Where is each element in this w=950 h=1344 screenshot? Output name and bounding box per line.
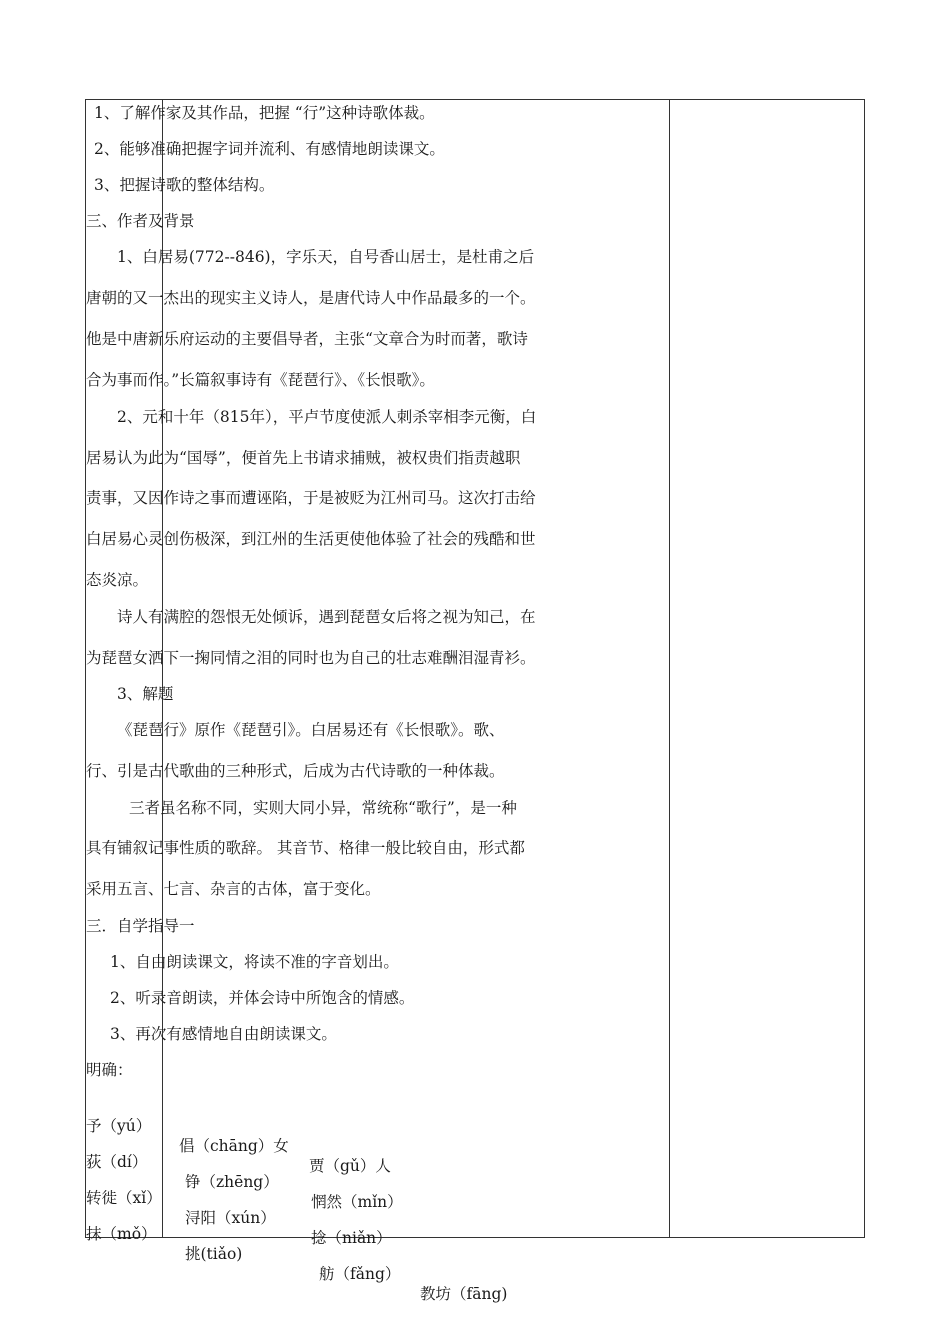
paragraph-line: 居易认为此为“国辱”，便首先上书请求捕贼，被权贵们指责越职 — [86, 449, 521, 467]
pinyin-item: 倡（chāng）女 — [179, 1137, 289, 1155]
column-divider-right — [669, 100, 670, 1237]
clarify-label: 明确： — [86, 1061, 133, 1079]
pinyin-item: 转徙（xǐ） — [86, 1189, 162, 1207]
paragraph-line: 唐朝的又一杰出的现实主义诗人，是唐代诗人中作品最多的一个。 — [86, 289, 536, 307]
paragraph-line: 《琵琶行》原作《琵琶引》。白居易还有《长恨歌》。歌、 — [117, 721, 505, 739]
pinyin-item: 抹（mǒ） — [86, 1225, 157, 1243]
paragraph-line: 行、引是古代歌曲的三种形式，后成为古代诗歌的一种体裁。 — [86, 762, 505, 780]
pinyin-item: 铮（zhēng） — [185, 1173, 279, 1191]
paragraph-line: 采用五言、七言、杂言的古体，富于变化。 — [86, 880, 381, 898]
objective-3: 3、把握诗歌的整体结构。 — [94, 176, 275, 194]
subheading-title: 3、解题 — [117, 685, 174, 703]
pinyin-item: 挑(tiǎo) — [185, 1245, 243, 1263]
section-heading-author: 三、作者及背景 — [86, 212, 195, 230]
pinyin-item: 荻（dí） — [86, 1153, 148, 1171]
pinyin-item: 贾（gǔ）人 — [309, 1157, 391, 1175]
guide-step-1: 1、自由朗读课文，将读不准的字音划出。 — [110, 953, 399, 971]
column-divider-left — [162, 100, 163, 1237]
pinyin-item: 教坊（fāng) — [420, 1285, 508, 1303]
paragraph-line: 责事，又因作诗之事而遭诬陷，于是被贬为江州司马。这次打击给 — [86, 489, 536, 507]
pinyin-item: 捻（niǎn） — [311, 1229, 392, 1247]
objective-2: 2、能够准确把握字词并流利、有感情地朗读课文。 — [94, 140, 445, 158]
paragraph-line: 他是中唐新乐府运动的主要倡导者，主张“文章合为时而著，歌诗 — [86, 330, 528, 348]
section-heading-guide: 三．自学指导一 — [86, 917, 195, 935]
pinyin-item: 予（yú） — [86, 1117, 152, 1135]
paragraph-line: 态炎凉。 — [86, 571, 149, 589]
paragraph-line: 合为事而作。”长篇叙事诗有《琵琶行》、《长恨歌》。 — [86, 371, 435, 389]
paragraph-line: 诗人有满腔的怨恨无处倾诉，遇到琵琶女后将之视为知己，在 — [117, 608, 536, 626]
pinyin-item: 舫（fǎng） — [319, 1265, 401, 1283]
paragraph-line: 白居易心灵创伤极深，到江州的生活更使他体验了社会的残酷和世 — [86, 530, 536, 548]
pinyin-item: 惘然（mǐn） — [311, 1193, 403, 1211]
paragraph-line: 具有铺叙记事性质的歌辞。 其音节、格律一般比较自由，形式都 — [86, 839, 525, 857]
paragraph-line: 1、白居易(772--846)，字乐天，自号香山居士，是杜甫之后 — [117, 248, 535, 266]
paragraph-line: 2、元和十年（815年），平卢节度使派人刺杀宰相李元衡，白 — [117, 408, 537, 426]
pinyin-item: 浔阳（xún） — [185, 1209, 276, 1227]
paragraph-line: 三者虽名称不同，实则大同小异，常统称“歌行”，是一种 — [129, 799, 517, 817]
guide-step-3: 3、再次有感情地自由朗读课文。 — [110, 1025, 337, 1043]
paragraph-line: 为琵琶女洒下一掬同情之泪的同时也为自己的壮志难酬泪湿青衫。 — [86, 649, 536, 667]
table-frame — [85, 99, 865, 1238]
guide-step-2: 2、听录音朗读，并体会诗中所饱含的情感。 — [110, 989, 415, 1007]
objective-1: 1、了解作家及其作品，把握 “行”这种诗歌体裁。 — [94, 104, 435, 122]
